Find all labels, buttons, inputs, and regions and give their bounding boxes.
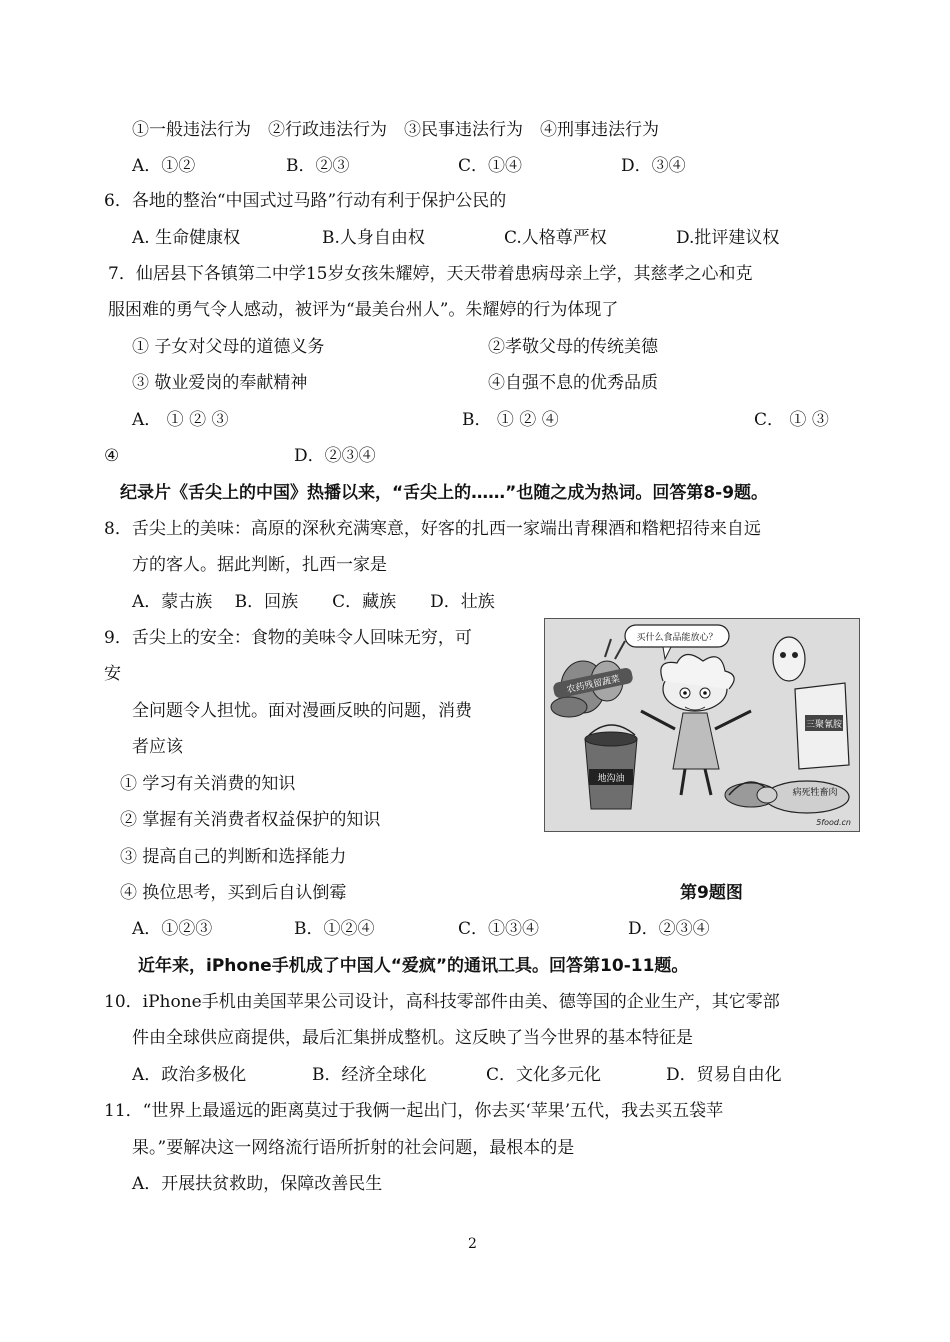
q6-choice-b: B.人身自由权 [322, 228, 425, 248]
q10-choice-d: D．贸易自由化 [666, 1065, 782, 1085]
q8-stem-line2: 方的客人。据此判断，扎西一家是 [132, 555, 387, 575]
q11-choice-a: A．开展扶贫救助，保障改善民生 [132, 1174, 383, 1194]
q9-choice-b: B．①②④ [294, 919, 375, 939]
q7-choice-d: D．②③④ [294, 446, 376, 466]
q9-stem-line3: 者应该 [132, 737, 183, 757]
q10-choice-c: C．文化多元化 [486, 1065, 602, 1085]
q10-choice-a: A．政治多极化 [132, 1065, 247, 1085]
q5-choice-d: D．③④ [621, 156, 686, 176]
cartoon-watermark: 5food.cn [816, 818, 851, 827]
q7-choice-c: C． ① ③ [754, 410, 829, 430]
q5-choice-a: A．①② [132, 156, 196, 176]
q6-choice-a: A. 生命健康权 [132, 228, 241, 248]
q9-stem-line1: 9．舌尖上的安全：食物的美味令人回味无穷，可 [104, 628, 472, 648]
q5-choice-b: B．②③ [286, 156, 350, 176]
q9-choice-d: D．②③④ [628, 919, 710, 939]
q7-option-1: ① 子女对父母的道德义务 [132, 337, 325, 357]
q7-option-3: ③ 敬业爱岗的奉献精神 [132, 373, 308, 393]
cartoon-label-oil: 地沟油 [597, 774, 625, 784]
q8-stem-line1: 8．舌尖上的美味：高原的深秋充满寒意，好客的扎西一家端出青稞酒和糌粑招待来自远 [104, 519, 761, 539]
q9-option-2: ② 掌握有关消费者权益保护的知识 [120, 810, 381, 830]
q5-choice-c: C．①④ [458, 156, 523, 176]
page-number: 2 [468, 1236, 477, 1252]
q9-stem-line2: 全问题令人担忧。面对漫画反映的问题，消费 [132, 701, 472, 721]
cartoon-label-meat: 病死牲畜肉 [792, 788, 838, 798]
intro-questions-8-9: 纪录片《舌尖上的中国》热播以来，“舌尖上的……”也随之成为热词。回答第8-9题。 [120, 483, 769, 503]
q7-option-2: ②孝敬父母的传统美德 [488, 337, 658, 357]
q9-figure-caption: 第9题图 [680, 883, 743, 903]
q9-choice-a: A．①②③ [132, 919, 213, 939]
q6-choice-c: C.人格尊严权 [504, 228, 607, 248]
q10-stem-line2: 件由全球供应商提供，最后汇集拼成整机。这反映了当今世界的基本特征是 [132, 1028, 693, 1048]
q7-choice-b: B． ① ② ④ [462, 410, 559, 430]
cartoon-label-vegetables: 农药残留蔬菜 [565, 674, 621, 696]
cartoon-bubble-text: 买什么食品能放心？ [636, 633, 718, 643]
q10-stem-line1: 10．iPhone手机由美国苹果公司设计，高科技零部件由美、德等国的企业生产，其它零部 [104, 992, 780, 1012]
q7-stem-line1: 7．仙居县下各镇第二中学15岁女孩朱耀婷，天天带着患病母亲上学，其慈孝之心和克 [108, 264, 753, 284]
q9-option-4: ④ 换位思考，买到后自认倒霉 [120, 883, 347, 903]
q11-stem-line2: 果。”要解决这一网络流行语所折射的社会问题，最根本的是 [132, 1138, 575, 1158]
q9-option-1: ① 学习有关消费的知识 [120, 774, 296, 794]
cartoon-drawing [545, 619, 859, 831]
q9-stem-line1-wrap: 安 [104, 664, 121, 684]
cartoon-label-melamine: 三聚氰胺 [805, 720, 843, 730]
q7-choice-c-continued: ④ [104, 446, 120, 466]
q5-options-line: ①一般违法行为 ②行政违法行为 ③民事违法行为 ④刑事违法行为 [132, 120, 659, 140]
q7-stem-line2: 服困难的勇气令人感动，被评为“最美台州人”。朱耀婷的行为体现了 [108, 300, 619, 320]
q10-choice-b: B．经济全球化 [312, 1065, 427, 1085]
intro-questions-10-11: 近年来，iPhone手机成了中国人“爱疯”的通讯工具。回答第10-11题。 [138, 956, 689, 976]
q7-option-4: ④自强不息的优秀品质 [488, 373, 658, 393]
q6-stem: 6．各地的整治“中国式过马路”行动有利于保护公民的 [104, 191, 507, 211]
q9-choice-c: C．①③④ [458, 919, 540, 939]
q11-stem-line1: 11．“世界上最遥远的距离莫过于我俩一起出门，你去买‘苹果’五代，我去买五袋苹 [104, 1101, 724, 1121]
q8-choices: A．蒙古族 B．回族 C．藏族 D．壮族 [132, 592, 495, 612]
food-safety-cartoon [544, 618, 860, 832]
q6-choice-d: D.批评建议权 [676, 228, 780, 248]
q7-choice-a: A． ① ② ③ [132, 410, 229, 430]
q9-option-3: ③ 提高自己的判断和选择能力 [120, 847, 347, 867]
